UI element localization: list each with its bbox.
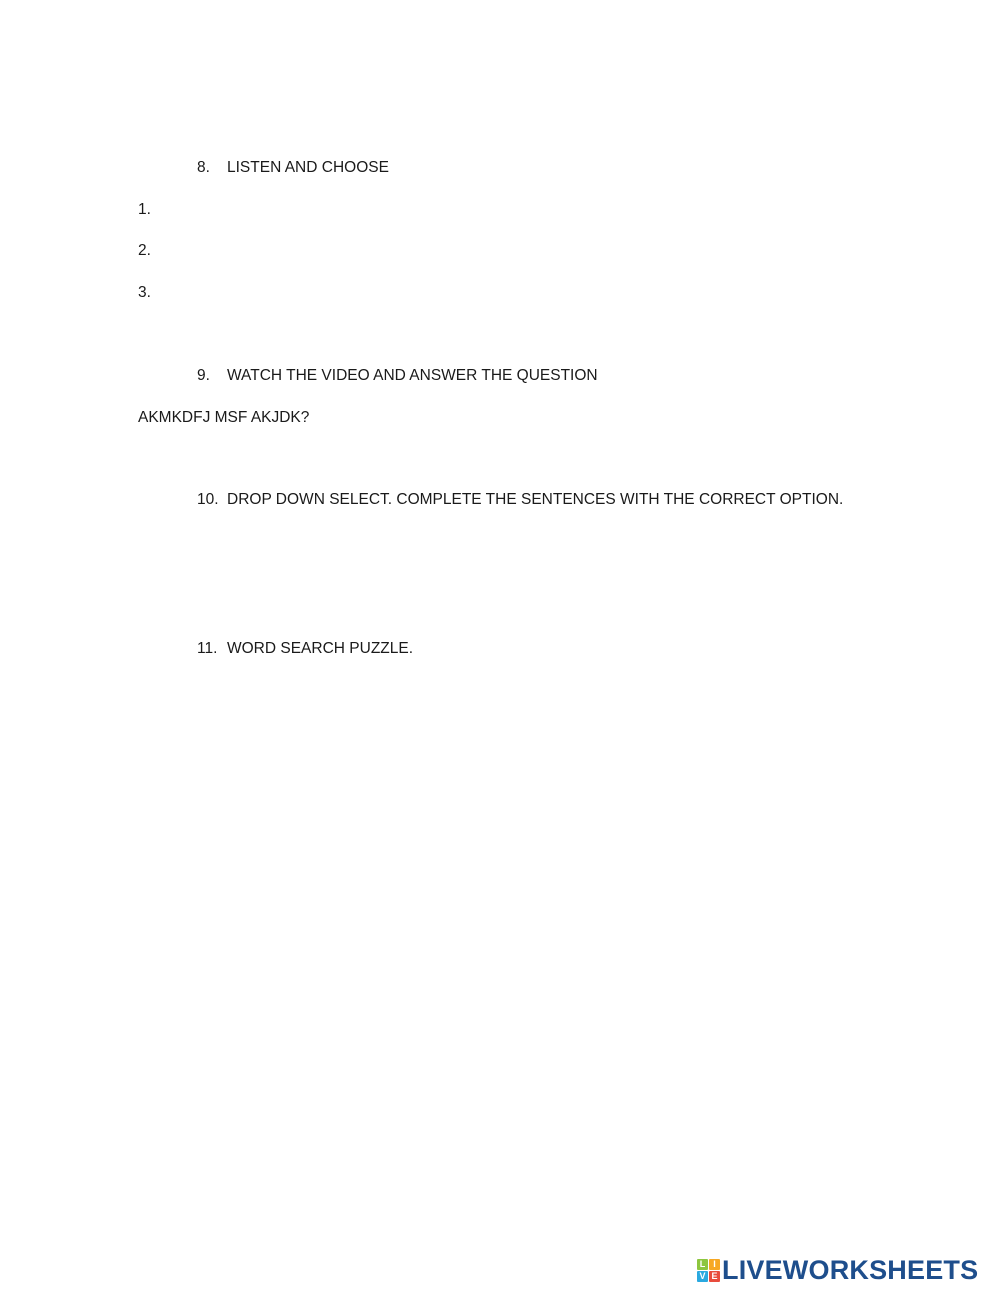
section-title: LISTEN AND CHOOSE bbox=[227, 159, 389, 176]
logo-letter: I bbox=[709, 1259, 720, 1270]
list-item: 2. bbox=[138, 242, 151, 259]
logo-letter: E bbox=[709, 1271, 720, 1282]
section-number: 9. bbox=[197, 367, 210, 384]
section-number: 8. bbox=[197, 159, 210, 176]
logo-letter: L bbox=[697, 1259, 708, 1270]
logo-text: LIVEWORKSHEETS bbox=[722, 1255, 979, 1285]
list-item: 1. bbox=[138, 201, 151, 218]
logo-letter: V bbox=[697, 1271, 708, 1282]
liveworksheets-logo bbox=[697, 1256, 978, 1284]
question-text: AKMKDFJ MSF AKJDK? bbox=[138, 409, 310, 426]
section-title: DROP DOWN SELECT. COMPLETE THE SENTENCES WITH THE CORRECT OPTION. bbox=[227, 491, 844, 508]
section-number: 10. bbox=[197, 491, 219, 508]
section-number: 11. bbox=[197, 640, 218, 657]
list-item: 3. bbox=[138, 284, 151, 301]
logo-badge-icon bbox=[697, 1259, 720, 1282]
section-title: WATCH THE VIDEO AND ANSWER THE QUESTION bbox=[227, 367, 598, 384]
section-title: WORD SEARCH PUZZLE. bbox=[227, 640, 414, 657]
